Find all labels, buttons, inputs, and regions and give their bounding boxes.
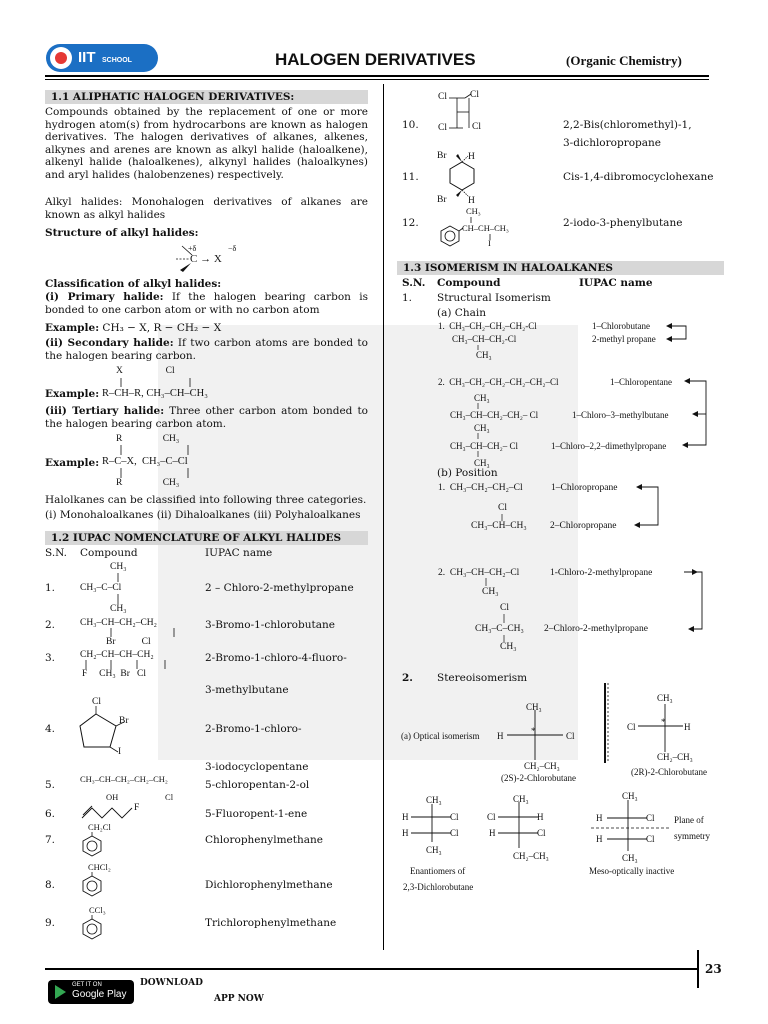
col-sn: S.N.	[402, 277, 426, 289]
chain-isomer-connectors	[470, 340, 710, 465]
ring-label: I	[118, 747, 122, 757]
secondary-example-formula: R–CH–R, CH₃–CH–CH₃	[102, 388, 208, 399]
substituent-label: CCl₃	[89, 905, 106, 915]
alkyl-halides-definition: Alkyl halides: Monohalogen derivatives of alkanes are known as alkyl halides	[45, 196, 368, 221]
fig-name: 2–Chloropropane	[550, 521, 617, 531]
fig-formula: CH₃	[657, 693, 673, 703]
tertiary-example-formula: R–C–X, CH₃–C–Cl	[102, 456, 188, 467]
download-label: DOWNLOAD	[140, 978, 203, 988]
row-number: 5.	[45, 779, 56, 791]
partial-negative: −δ	[228, 244, 237, 253]
partial-positive: +δ	[188, 244, 197, 253]
fig-formula: CH₃	[426, 845, 442, 855]
secondary-halide-text	[45, 337, 368, 362]
column-divider	[383, 84, 384, 950]
fig-formula: Cl	[450, 828, 459, 838]
fig-formula: CH₃	[476, 350, 492, 360]
iupac-name: 2-Bromo-1-chloro-	[205, 723, 302, 735]
fig-name: 1–Chloro–2,2–dimethylpropane	[551, 441, 667, 451]
tertiary-example-bonds	[120, 445, 200, 479]
fig-formula: Cl	[537, 828, 546, 838]
fig-formula: CH₂–CH₃	[513, 851, 549, 861]
formula-bottom: I	[488, 238, 491, 248]
page-title: HALOGEN DERIVATIVES	[275, 50, 476, 69]
app-now-label: APP NOW	[214, 994, 264, 1004]
chloro-label: Cl	[470, 90, 479, 100]
fig-formula: Cl	[646, 813, 655, 823]
formula-bonds	[117, 573, 121, 605]
ring-label: Br	[119, 716, 129, 726]
fig-formula: 1. CH₃–CH₂–CH₂–Cl	[438, 483, 523, 493]
classification-heading: Classification of alkyl halides:	[45, 278, 222, 290]
fig-formula: 2. CH₃–CH₂–CH₂–CH₂–CH₂–Cl	[438, 377, 559, 387]
formula: CH–CH–CH₃	[462, 223, 509, 233]
iupac-name: 2,2-Bis(chloromethyl)-1,	[563, 119, 692, 131]
benzene-ring-icon	[80, 915, 104, 941]
hydrogen-label: H	[468, 152, 475, 162]
formula-top: CH₃	[110, 562, 127, 572]
fig-formula: Cl	[627, 722, 636, 732]
iupac-name-cont: 3-iodocyclopentane	[205, 761, 309, 773]
row-number: 7.	[45, 834, 56, 846]
substituent-label: CH₂Cl	[88, 822, 111, 832]
chiral-star: *	[661, 717, 666, 727]
position-label: (b) Position	[437, 467, 498, 479]
secondary-example-bonds	[120, 377, 200, 389]
chloro-label: Cl	[472, 122, 481, 132]
benzene-ring-icon	[80, 872, 104, 898]
fig-formula: CH₃	[474, 393, 490, 403]
fig-formula: CH₃	[513, 794, 529, 804]
fig-formula: CH₃	[426, 795, 442, 805]
row-number: 6.	[45, 808, 56, 820]
chiral-star: *	[531, 726, 536, 736]
primary-desc: If the halogen bearing carbon is bonded to one carbon atom or with no carbon atom	[45, 291, 368, 316]
header-rule	[45, 75, 709, 77]
iupac-name: 2-iodo-3-phenylbutane	[563, 217, 683, 229]
section-heading-1-1: 1.1 ALIPHATIC HALOGEN DERIVATIVES:	[45, 90, 368, 104]
categories-list: (i) Monohaloalkanes (ii) Dihaloalkanes (iii) Polyhaloalkanes	[45, 509, 361, 521]
formula: CH₃–C–Cl	[80, 583, 122, 593]
iupac-name: Chlorophenylmethane	[205, 834, 323, 846]
col-compound: Compound	[437, 277, 501, 289]
col-iupac: IUPAC name	[579, 277, 653, 289]
pentene-zigzag-icon	[80, 802, 150, 822]
iupac-name: Trichlorophenylmethane	[205, 917, 337, 929]
categories-text: Halolkanes can be classified into following three categories.	[45, 494, 367, 506]
fig-formula: CH₃–CH–CH₂– Cl	[450, 441, 519, 451]
secondary-desc: If two carbon atoms are bonded to the halogen bearing carbon.	[45, 337, 368, 362]
formula-top: CH₃	[466, 206, 481, 216]
fig-formula: H	[684, 722, 691, 732]
example-label: Example:	[45, 322, 100, 334]
formula-bottom: CH₃	[110, 604, 127, 614]
footer-vertical-rule	[697, 950, 699, 988]
header-rule-thin	[45, 79, 709, 80]
fig-name: 1–Chloropentane	[610, 377, 672, 387]
primary-label: (i) Primary halide:	[45, 291, 164, 303]
primary-example-formula: CH₃ − X, R − CH₂ − X	[99, 322, 222, 334]
fig-formula: CH₃	[500, 642, 517, 652]
iupac-name: 3-Bromo-1-chlorobutane	[205, 619, 335, 631]
iupac-name: 5-chloropentan-2-ol	[205, 779, 310, 791]
gp-big-text: Google Play	[72, 989, 127, 1000]
fig-formula: CH₃–CH–CH₂-Cl	[452, 334, 517, 344]
substituent-label: CHCl₂	[88, 862, 111, 872]
section-heading-1-3: 1.3 ISOMERISM IN HALOALKANES	[397, 261, 724, 275]
fig-formula: H	[497, 731, 504, 741]
intro-paragraph: Compounds obtained by the replacement of one or more hydrogen atom(s) from hydrocarbons are known as halogen derivatives. The halogen derivatives of alkanes, alkenes, alkynes and arenes are known as alkyl halide (haloalkene), alkenyl halide (haloalkenes), alkynyl halides (haloalkynes) and aryl halides (halobenzenes) respectively.	[45, 106, 368, 181]
example-label: Example:	[45, 457, 100, 469]
plane-label: Plane of	[674, 815, 704, 825]
formula-bottom: F CH₃ Br Cl	[82, 669, 147, 679]
fig-formula: CH₃–C–CH₃	[475, 624, 524, 634]
hydrogen-label: H	[468, 196, 475, 206]
fig-formula: H	[489, 828, 496, 838]
fig-name: 1–Chloro–3–methylbutane	[572, 410, 669, 420]
bromo-label: Br	[437, 151, 447, 161]
enantiomers-label: 2,3-Dichlorobutane	[403, 882, 474, 892]
meso-label: Meso-optically inactive	[589, 866, 675, 876]
fig-formula: H	[537, 812, 544, 822]
row-number: 11.	[402, 171, 419, 183]
position-isomer-connectors	[480, 480, 710, 650]
fig-name: 2–Chloro-2-methylpropane	[544, 624, 648, 634]
primary-halide-text	[45, 291, 368, 316]
iupac-name: Dichlorophenylmethane	[205, 879, 333, 891]
fig-formula: CH₂–CH₃	[657, 752, 693, 762]
stereoisomerism-label: Stereoisomerism	[437, 672, 528, 684]
formula: CH₃–CH–CH₂–CH₂–CH₂	[80, 774, 168, 784]
row-number: 3.	[45, 652, 56, 664]
secondary-label: (ii) Secondary halide:	[45, 337, 174, 349]
fig-formula: CH₃	[526, 702, 542, 712]
tertiary-example-bottom: R CH₃	[116, 478, 180, 488]
google-play-icon	[55, 985, 66, 999]
ring-label: Cl	[92, 697, 101, 707]
fig-name: 1–Chloropropane	[551, 483, 618, 493]
row-number: 10.	[402, 119, 419, 131]
formula: CH₂–CH–CH–CH₂	[80, 650, 154, 660]
structural-isomerism-label: Structural Isomerism	[437, 292, 551, 304]
stereo-number: 2.	[402, 672, 413, 684]
fig-formula: H	[402, 812, 409, 822]
formula: CH₃–CH–CH₂–CH₂	[80, 618, 157, 628]
row-number: 12.	[402, 217, 419, 229]
bromo-label: Br	[437, 195, 447, 205]
fig-formula: 1. CH₃–CH₂–CH₂–CH₂-Cl	[438, 321, 537, 331]
fig-formula: Cl	[566, 731, 575, 741]
tertiary-desc: Three other carbon atom bonded to the halogen bearing carbon atom.	[45, 405, 368, 430]
page-number: 23	[705, 962, 722, 976]
chloro-label: Cl	[438, 123, 447, 133]
row-number: 1.	[45, 582, 56, 594]
fig-formula: CH₃	[482, 587, 499, 597]
fig-formula: CH₃	[622, 791, 638, 801]
fig-formula: 2. CH₃–CH–CH₂–Cl	[438, 568, 520, 578]
logo-subtext: SCHOOL	[102, 57, 132, 64]
fig-formula: Cl	[487, 812, 496, 822]
iupac-name: 2-Bromo-1-chloro-4-fluoro-	[205, 652, 347, 664]
chain-label: (a) Chain	[437, 307, 486, 319]
fig-name: (2S)-2-Chlorobutane	[501, 773, 576, 783]
tertiary-label: (iii) Tertiary halide:	[45, 405, 165, 417]
fischer-projection-lines	[395, 690, 715, 865]
formula-bottom: Br Cl	[106, 637, 151, 647]
tertiary-halide-text	[45, 405, 368, 430]
fig-formula: Cl	[450, 812, 459, 822]
page-subtitle: (Organic Chemistry)	[566, 53, 682, 68]
fig-formula: CH₃	[474, 458, 490, 468]
structure-formula: C → X	[190, 253, 222, 265]
tertiary-example-top: R CH₃	[116, 434, 180, 444]
example-label: Example:	[45, 388, 100, 400]
fig-formula: CH₃–CH–CH₂–CH₂– Cl	[450, 410, 539, 420]
benzene-ring-icon	[80, 832, 104, 858]
logo-emblem-icon	[50, 47, 72, 69]
iupac-name: Cis-1,4-dibromocyclohexane	[563, 171, 714, 183]
row-number: 4.	[45, 723, 56, 735]
row-number: 9.	[45, 917, 56, 929]
fig-formula: Cl	[498, 503, 507, 513]
formula-bonds	[110, 628, 180, 638]
fig-formula: Cl	[500, 603, 509, 613]
footer-rule	[45, 968, 697, 970]
iupac-name: 5-Fluoropent-1-ene	[205, 808, 308, 820]
fig-name: 1–Chlorobutane	[592, 321, 650, 331]
primary-example	[45, 322, 368, 335]
fig-formula: CH₃–CH–CH₃	[471, 521, 527, 531]
col-iupac: IUPAC name	[205, 547, 273, 559]
fig-formula: H	[596, 813, 603, 823]
gp-small-text: GET IT ON	[72, 982, 102, 988]
structural-number: 1.	[402, 292, 413, 304]
fig-formula: Cl	[646, 834, 655, 844]
col-sn: S.N.	[45, 547, 68, 559]
formula-bonds	[85, 660, 175, 670]
iupac-name-cont: 3-dichloropropane	[563, 137, 661, 149]
fluoro-label: F	[134, 803, 140, 813]
enantiomers-label: Enantiomers of	[410, 866, 466, 876]
structure-heading: Structure of alkyl halides:	[45, 227, 199, 239]
benzene-ring-icon	[438, 216, 498, 250]
formula-bottom: OH Cl	[106, 792, 174, 802]
chloro-label: Cl	[438, 92, 447, 102]
row-number: 8.	[45, 879, 56, 891]
fig-formula: H	[402, 828, 409, 838]
brand-logo	[46, 44, 158, 72]
fig-name: 2-methyl propane	[592, 334, 656, 344]
fig-formula: CH₃	[474, 423, 490, 433]
iupac-name: 2 – Chloro-2-methylpropane	[205, 582, 354, 594]
plane-label: symmetry	[674, 831, 710, 841]
fig-formula: CH₂–CH₃	[524, 761, 560, 771]
fig-name: (2R)-2-Chlorobutane	[631, 767, 707, 777]
fig-formula: H	[596, 834, 603, 844]
google-play-button[interactable]	[48, 980, 134, 1004]
section-heading-1-2: 1.2 IUPAC NOMENCLATURE OF ALKYL HALIDES	[45, 531, 368, 545]
logo-text: IIT	[78, 49, 96, 66]
secondary-example-top: X Cl	[116, 366, 175, 376]
col-compound: Compound	[80, 547, 138, 559]
row-number: 2.	[45, 619, 56, 631]
iupac-name-cont: 3-methylbutane	[205, 684, 289, 696]
optical-isomerism-label: (a) Optical isomerism	[401, 731, 480, 741]
cyclopentane-ring-icon	[74, 694, 144, 760]
fig-formula: CH₃	[622, 853, 638, 863]
fig-name: 1-Chloro-2-methylpropane	[550, 568, 653, 578]
